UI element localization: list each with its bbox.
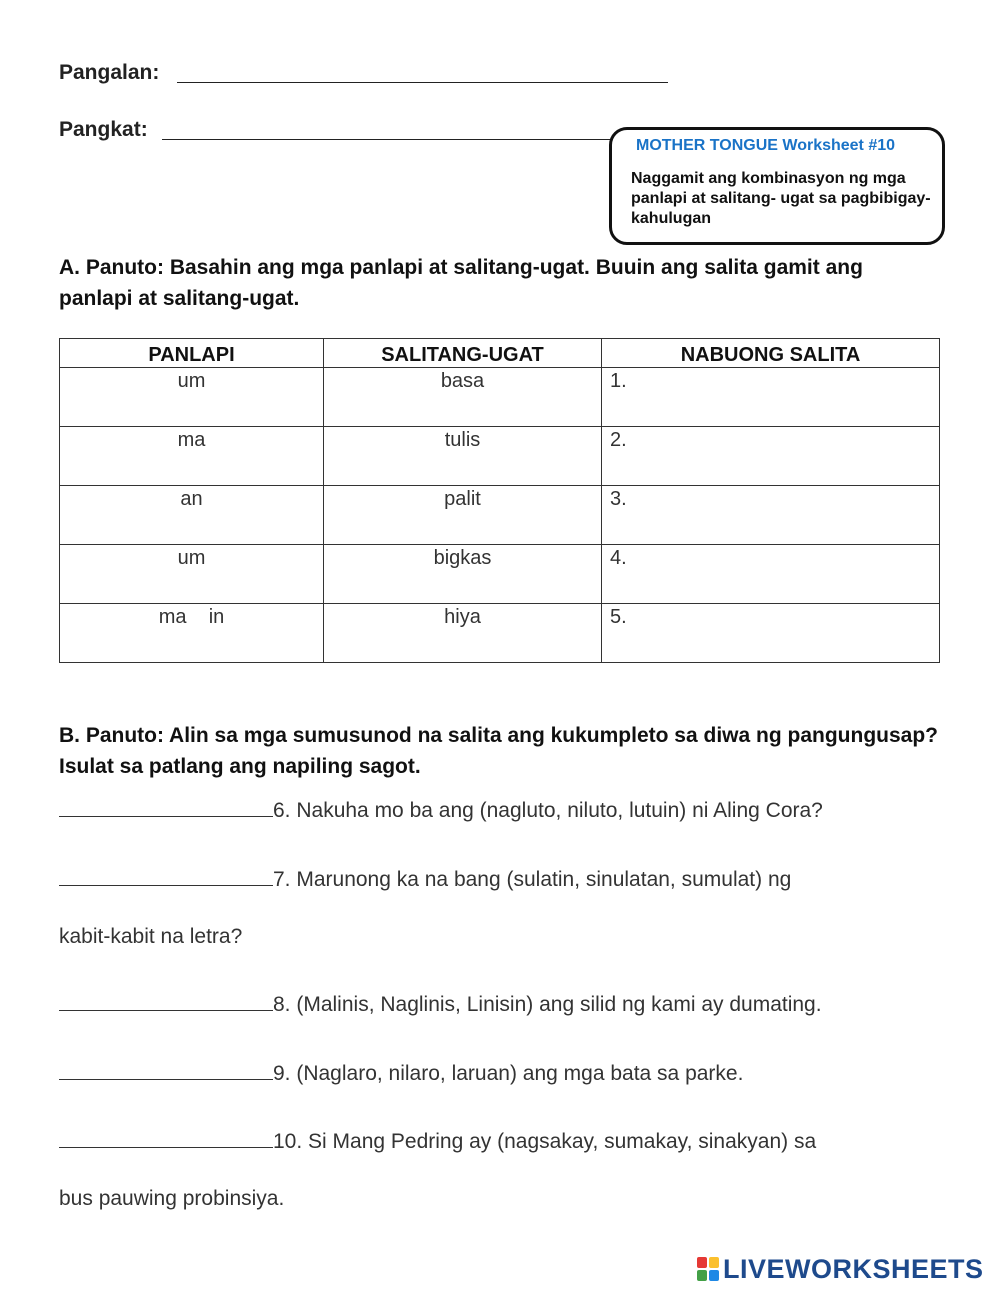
affix-cell: um [60, 545, 324, 604]
table-row [60, 545, 940, 604]
logo-text: LIVEWORKSHEETS [723, 1253, 984, 1284]
question-text: 7. Marunong ka na bang (sulatin, sinulatan, sumulat) ng [273, 868, 792, 891]
question-text: 6. Nakuha mo ba ang (nagluto, niluto, lutuin) ni Aling Cora? [273, 799, 823, 822]
answer-blank[interactable] [59, 800, 273, 817]
table-row [60, 486, 940, 545]
answer-cell[interactable]: 3. [602, 486, 940, 545]
name-label: Pangalan: [59, 61, 160, 84]
root-cell: hiya [324, 604, 602, 663]
answer-cell[interactable]: 4. [602, 545, 940, 604]
answer-blank[interactable] [59, 994, 273, 1011]
affix-cell: ma [60, 427, 324, 486]
root-cell: tulis [324, 427, 602, 486]
question-6 [59, 799, 823, 823]
name-input-line[interactable] [177, 82, 668, 83]
answer-blank[interactable] [59, 869, 273, 886]
question-text: 9. (Naglaro, nilaro, laruan) ang mga bata sa parke. [273, 1062, 744, 1085]
table-row [60, 368, 940, 427]
question-10-continuation: bus pauwing probinsiya. [59, 1187, 285, 1210]
group-input-line[interactable] [162, 139, 612, 140]
worksheet-title: MOTHER TONGUE Worksheet #10 [636, 137, 896, 154]
root-cell: bigkas [324, 545, 602, 604]
question-8 [59, 993, 822, 1017]
affix-cell: ma in [60, 604, 324, 663]
column-header-root: SALITANG-UGAT [324, 339, 602, 368]
worksheet-info-box [609, 127, 945, 245]
question-10 [59, 1130, 816, 1154]
answer-cell[interactable]: 5. [602, 604, 940, 663]
liveworksheets-logo-icon [697, 1257, 719, 1281]
column-header-formed-word: NABUONG SALITA [602, 339, 940, 368]
answer-blank[interactable] [59, 1131, 273, 1148]
table-row [60, 427, 940, 486]
root-cell: palit [324, 486, 602, 545]
question-7 [59, 868, 791, 892]
worksheet-objective: Naggamit ang kombinasyon ng mga panlapi at salitang- ugat sa pagbibigay-kahulugan [631, 170, 931, 227]
question-9 [59, 1062, 743, 1086]
answer-blank[interactable] [59, 1063, 273, 1080]
question-7-continuation: kabit-kabit na letra? [59, 925, 243, 948]
table-row [60, 604, 940, 663]
affix-cell: an [60, 486, 324, 545]
answer-cell[interactable]: 2. [602, 427, 940, 486]
group-label: Pangkat: [59, 118, 148, 141]
affix-cell: um [60, 368, 324, 427]
answer-cell[interactable]: 1. [602, 368, 940, 427]
column-header-affix: PANLAPI [60, 339, 324, 368]
question-text: 8. (Malinis, Naglinis, Linisin) ang silid ng kami ay dumating. [273, 993, 822, 1016]
table-header-row [60, 339, 940, 368]
section-a-instruction: A. Panuto: Basahin ang mga panlapi at salitang-ugat. Buuin ang salita gamit ang panlapi at salitang-ugat. [59, 256, 863, 310]
liveworksheets-logo [697, 1254, 984, 1284]
question-text: 10. Si Mang Pedring ay (nagsakay, sumakay, sinakyan) sa [273, 1130, 817, 1153]
section-b-instruction: B. Panuto: Alin sa mga sumusunod na salita ang kukumpleto sa diwa ng pangungusap? Isulat sa patlang ang napiling sagot. [59, 724, 938, 778]
root-cell: basa [324, 368, 602, 427]
affix-table [59, 338, 940, 663]
